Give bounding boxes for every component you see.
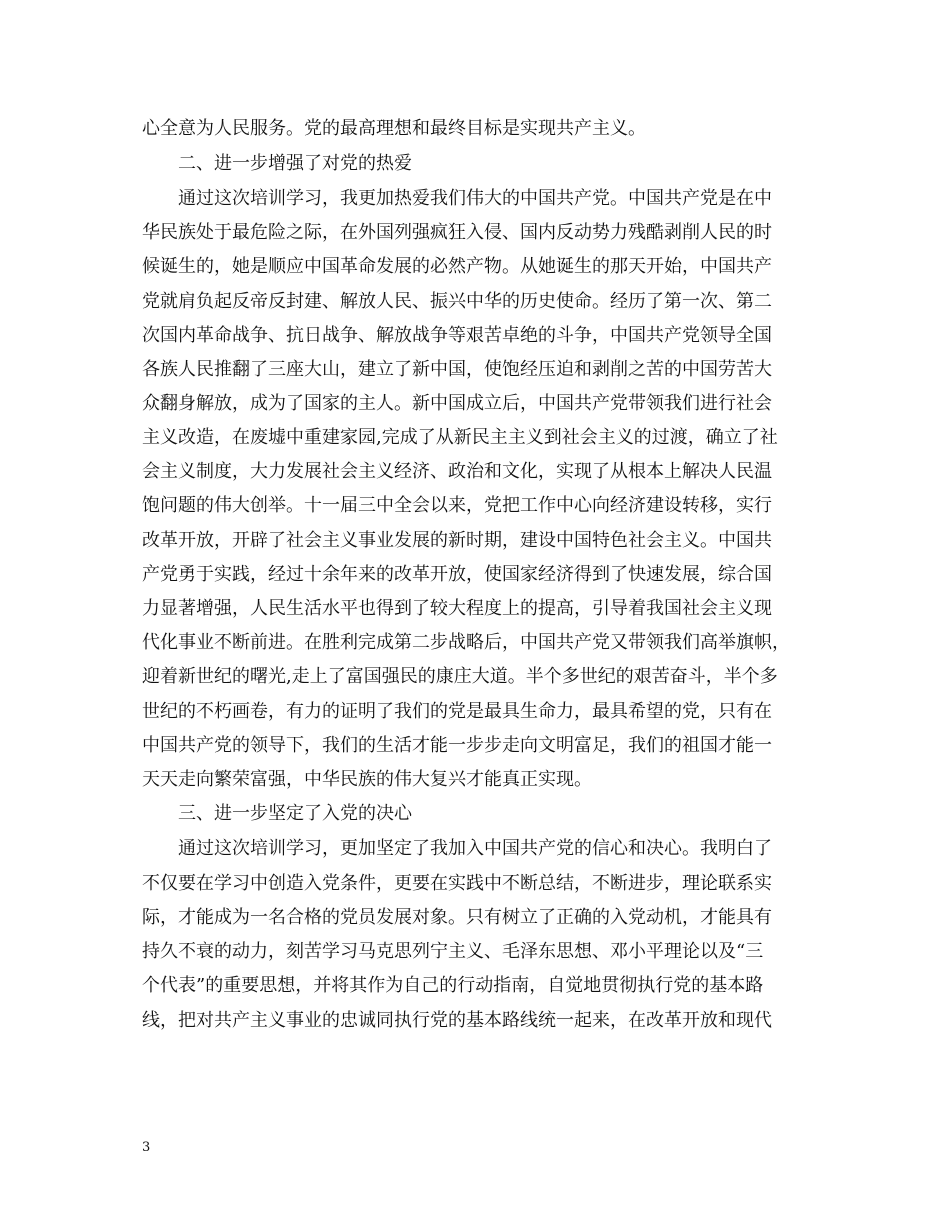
body-line: 各族人民推翻了三座大山，建立了新中国，使饱经压迫和剥削之苦的中国劳苦大 [142,359,772,380]
body-line: 改革开放，开辟了社会主义事业发展的新时期，建设中国特色社会主义。中国共 [142,530,772,551]
body-line: 会主义制度，大力发展社会主义经济、政治和文化，实现了从根本上解决人民温 [142,461,772,482]
body-line: 党就肩负起反帝反封建、解放人民、振兴中华的历史使命。经历了第一次、第二 [142,291,772,312]
body-line: 主义改造，在废墟中重建家园,完成了从新民主主义到社会主义的过渡，确立了社 [142,427,778,448]
section-heading: 三、进一步坚定了入党的决心 [178,803,412,824]
body-line: 中国共产党的领导下，我们的生活才能一步步走向文明富足，我们的祖国才能一 [142,735,772,756]
body-line: 个代表”的重要思想，并将其作为自己的行动指南，自觉地贯彻执行党的基本路 [142,975,764,996]
body-line: 持久不衰的动力，刻苦学习马克思列宁主义、毛泽东思想、邓小平理论以及“三 [142,941,764,962]
body-line: 际，才能成为一名合格的党员发展对象。只有树立了正确的入党动机，才能具有 [142,907,772,928]
section-heading: 二、进一步增强了对党的热爱 [178,153,412,174]
body-line: 迎着新世纪的曙光,走上了富国强民的康庄大道。半个多世纪的艰苦奋斗，半个多 [142,666,778,687]
body-line: 通过这次培训学习，我更加热爱我们伟大的中国共产党。中国共产党是在中 [178,188,772,209]
body-line: 华民族处于最危险之际，在外国列强疯狂入侵、国内反动势力残酷剥削人民的时 [142,222,772,243]
body-line: 力显著增强，人民生活水平也得到了较大程度上的提高，引导着我国社会主义现 [142,598,772,619]
body-line: 世纪的不朽画卷，有力的证明了我们的党是最具生命力，最具希望的党，只有在 [142,701,772,722]
body-line: 次国内革命战争、抗日战争、解放战争等艰苦卓绝的斗争，中国共产党领导全国 [142,325,772,346]
body-line: 不仅要在学习中创造入党条件，更要在实践中不断总结，不断进步，理论联系实 [142,873,772,894]
body-line: 众翻身解放，成为了国家的主人。新中国成立后，中国共产党带领我们进行社会 [142,393,772,414]
body-line: 线，把对共产主义事业的忠诚同执行党的基本路线统一起来，在改革开放和现代 [142,1010,772,1031]
body-line: 饱问题的伟大创举。十一届三中全会以来，党把工作中心向经济建设转移，实行 [142,495,772,516]
body-line: 代化事业不断前进。在胜利完成第二步战略后，中国共产党又带领我们高举旗帜， [142,632,790,653]
page-number: 3 [142,1140,151,1155]
body-line: 产党勇于实践，经过十余年来的改革开放，使国家经济得到了快速发展，综合国 [142,564,772,585]
body-line: 天天走向繁荣富强，中华民族的伟大复兴才能真正实现。 [142,769,592,790]
body-line: 心全意为人民服务。党的最高理想和最终目标是实现共产主义。 [142,118,646,139]
body-line: 通过这次培训学习，更加坚定了我加入中国共产党的信心和决心。我明白了 [178,838,772,859]
body-line: 候诞生的，她是顺应中国革命发展的必然产物。从她诞生的那天开始，中国共产 [142,256,772,277]
